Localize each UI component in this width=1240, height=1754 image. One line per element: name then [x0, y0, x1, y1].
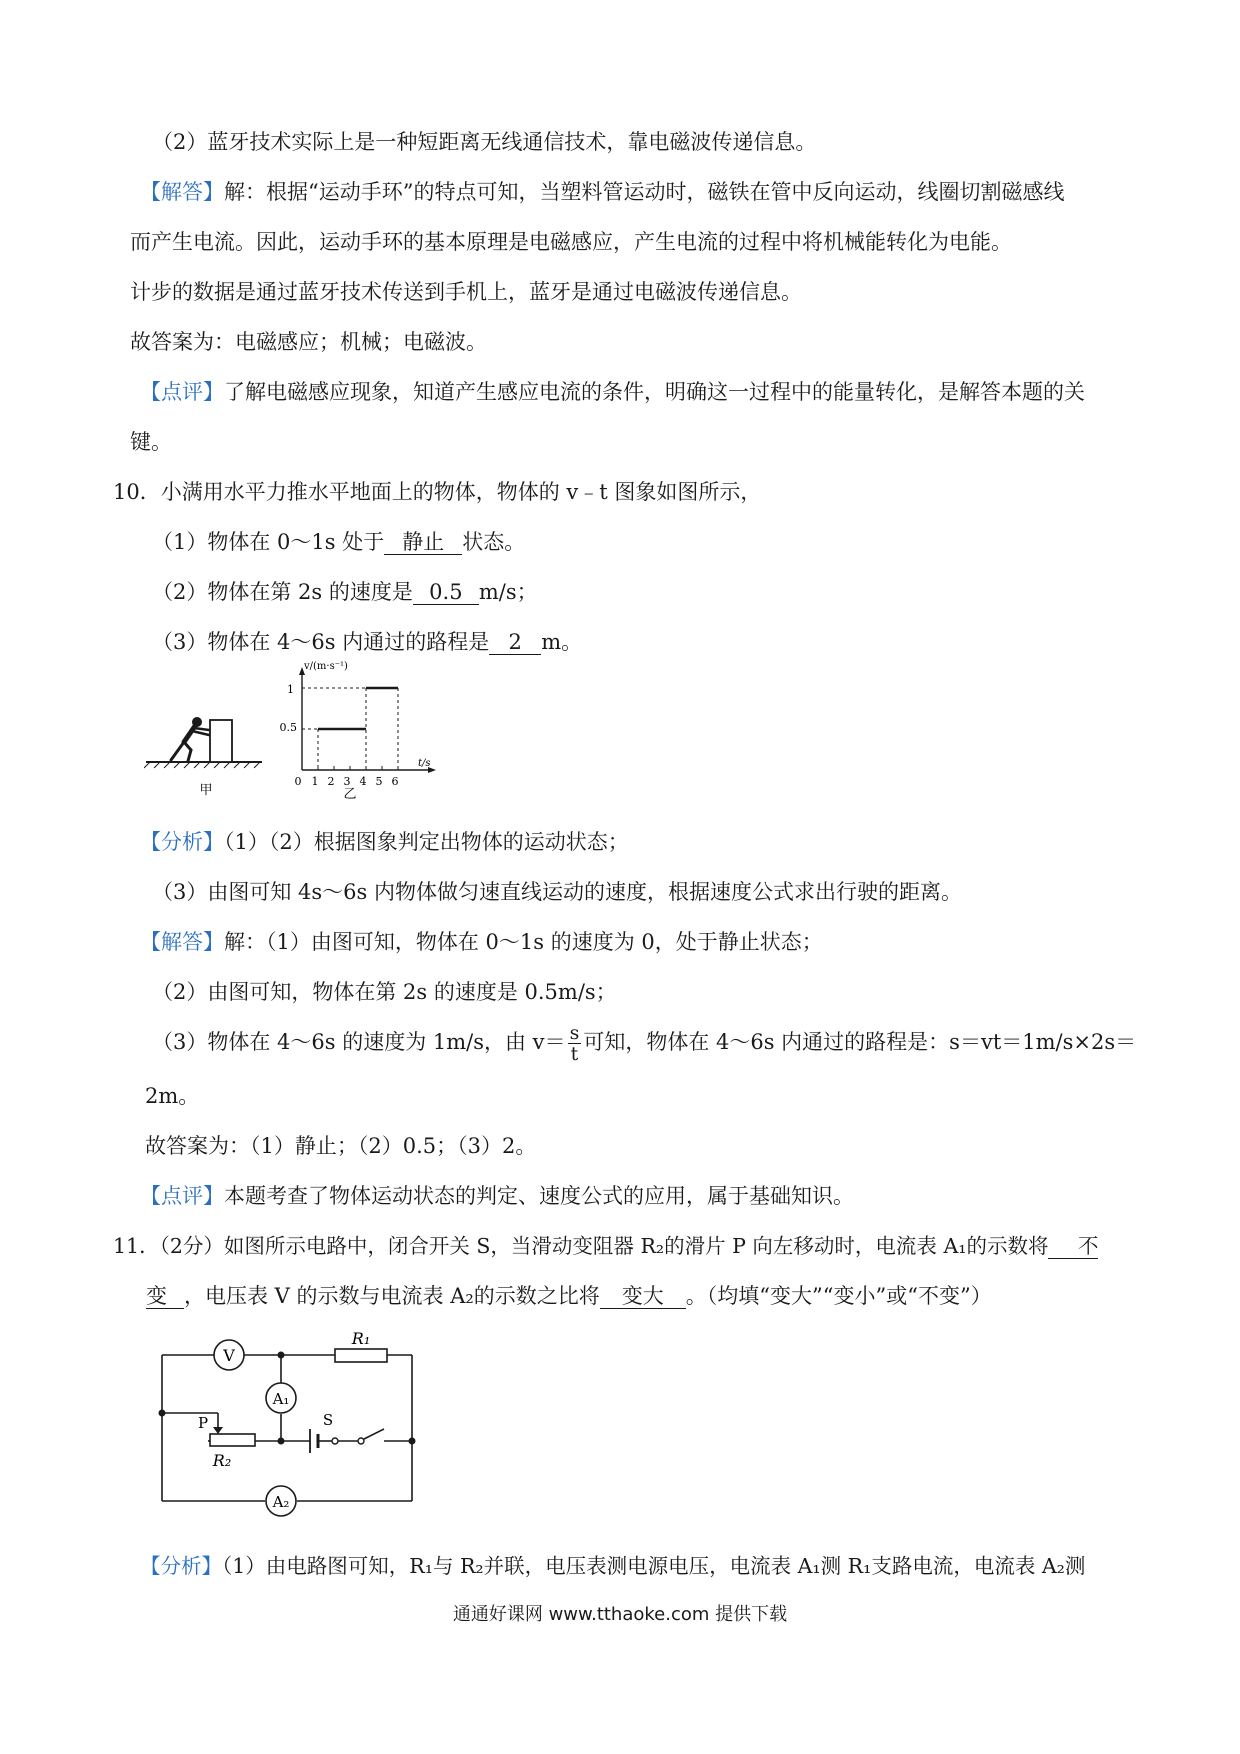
q11-stem-2-post: 。（均填“变大”“变小”或“不变”） [685, 1284, 992, 1308]
q9-dianping-line-1 [140, 378, 1085, 406]
q10-fenxi-line-2: （3）由图可知 4s～6s 内物体做匀速直线运动的速度，根据速度公式求出行驶的距离。 [152, 880, 962, 904]
fenxi-tag: 【分析】 [140, 1554, 222, 1578]
q10-dianping-text: 本题考查了物体运动状态的判定、速度公式的应用，属于基础知识。 [224, 1184, 854, 1208]
tick-x-2: 2 [327, 775, 335, 788]
q11-stem-line-1 [113, 1232, 1098, 1260]
dianping-tag: 【点评】 [140, 380, 224, 404]
q9-dianping-text-1: 了解电磁感应现象，知道产生感应电流的条件，明确这一过程中的能量转化，是解答本题的关 [224, 380, 1085, 404]
q9-dianping-line-2: 键。 [130, 430, 172, 454]
q10-figure-yi-vt-graph [270, 660, 440, 800]
q10-jieda-line-2: （2）由图可知，物体在第 2s 的速度是 0.5m/s； [152, 980, 617, 1004]
r1-label: R₁ [351, 1329, 371, 1348]
q10-sub-3-post: m。 [541, 630, 583, 654]
q10-sub-1-pre: （1）物体在 0～1s 处于 [152, 530, 385, 554]
q10-sub-2 [152, 578, 538, 606]
tick-x-6: 6 [391, 775, 399, 788]
tick-x-4: 4 [359, 775, 367, 788]
q11-fenxi-line-1 [140, 1552, 1085, 1580]
tick-x-1: 1 [311, 775, 319, 788]
q10-fenxi-text-1: （1）（2）根据图象判定出物体的运动状态； [224, 830, 629, 854]
q11-stem-2-mid: ，电压表 V 的示数与电流表 A₂的示数之比将 [184, 1284, 600, 1308]
resistor-r1 [335, 1349, 387, 1362]
fig-yi-label: 乙 [343, 787, 357, 800]
q10-jieda-line-1 [140, 928, 823, 956]
q9-jieda-line-1 [140, 178, 1064, 206]
q10-figure-jia [144, 700, 274, 800]
q10-blank-2: 0.5 [413, 580, 479, 605]
fenxi-tag: 【分析】 [140, 830, 224, 854]
voltmeter-label: V [223, 1346, 235, 1365]
q10-sub-3 [152, 628, 582, 656]
q11-stem-1-pre: 11．（2分）如图所示电路中，闭合开关 S，当滑动变阻器 R₂的滑片 P 向左移动时，电流表 A₁的示数将 [113, 1234, 1049, 1258]
q9-jieda-text-1: 解：根据“运动手环”的特点可知，当塑料管运动时，磁铁在管中反向运动，线圈切割磁感线 [224, 180, 1065, 204]
battery-icon [310, 1429, 318, 1453]
graph-xlabel: t/s [418, 758, 431, 769]
q10-jieda-line-4: 2m。 [145, 1084, 200, 1108]
tick-y-05: 0.5 [279, 721, 297, 734]
jieda-tag: 【解答】 [140, 930, 224, 954]
q11-blank-2: 变大 [600, 1284, 686, 1309]
q10-sub-2-post: m/s； [478, 580, 538, 604]
q11-stem-line-2 [146, 1282, 992, 1310]
rheostat-r2 [210, 1434, 255, 1446]
dianping-tag: 【点评】 [140, 1184, 224, 1208]
q9-answer: 故答案为：电磁感应；机械；电磁波。 [130, 330, 487, 354]
q10-jieda-text-1: 解：（1）由图可知，物体在 0～1s 的速度为 0，处于静止状态； [224, 930, 823, 954]
q10-stem: 10．小满用水平力推水平地面上的物体，物体的 v﹣t 图象如图所示， [113, 480, 762, 504]
slider-p-label: P [197, 1414, 209, 1432]
q11-blank-1b: 变 [146, 1284, 184, 1309]
q9-jieda-line-3: 计步的数据是通过蓝牙技术传送到手机上，蓝牙是通过电磁波传递信息。 [130, 280, 802, 304]
q10-sub-1 [152, 528, 525, 556]
page-footer: 通通好课网 www.tthaoke.com 提供下载 [452, 1604, 788, 1625]
fraction-denominator: t [570, 1043, 579, 1065]
jieda-tag: 【解答】 [140, 180, 224, 204]
person-pushing-icon [171, 718, 209, 762]
ammeter-a1-label: A₁ [272, 1390, 290, 1408]
q10-jieda-3-post: 可知，物体在 4～6s 内通过的路程是：s＝vt＝1m/s×2s＝ [583, 1030, 1137, 1054]
q10-sub-3-pre: （3）物体在 4～6s 内通过的路程是 [152, 630, 490, 654]
q10-sub-2-pre: （2）物体在第 2s 的速度是 [152, 580, 413, 604]
tick-y-1: 1 [287, 683, 294, 696]
q11-circuit-diagram [150, 1325, 440, 1525]
q10-jieda-line-3 [152, 1020, 1136, 1064]
q10-blank-3: 2 [489, 630, 541, 655]
q10-sub-1-post: 状态。 [462, 530, 526, 554]
switch-icon [358, 1438, 364, 1444]
graph-ylabel: v/(m·s⁻¹) [304, 661, 348, 672]
q10-blank-1: 静止 [384, 530, 462, 555]
fig-jia-label: 甲 [199, 783, 213, 798]
tick-x-3: 3 [343, 775, 351, 788]
slider-arrow-icon [213, 1427, 223, 1434]
q10-jieda-3-pre: （3）物体在 4～6s 的速度为 1m/s，由 v＝ [152, 1030, 566, 1054]
tick-x-5: 5 [375, 775, 383, 788]
q10-answer: 故答案为：（1）静止；（2）0.5；（3）2。 [145, 1134, 537, 1158]
fraction-numerator: s [569, 1022, 580, 1044]
q9-line-2: （2）蓝牙技术实际上是一种短距离无线通信技术，靠电磁波传递信息。 [152, 130, 817, 154]
q10-dianping-line [140, 1182, 854, 1210]
fraction-s-over-t [568, 1023, 582, 1064]
switch-s-label: S [322, 1411, 334, 1429]
tick-x-0: 0 [294, 775, 302, 788]
ammeter-a2-label: A₂ [272, 1493, 290, 1511]
q11-fenxi-text-1: （1）由电路图可知，R₁与 R₂并联，电压表测电源电压，电流表 A₁测 R₁支路电流，电流表 A₂测 [222, 1554, 1086, 1578]
q9-jieda-line-2: 而产生电流。因此，运动手环的基本原理是电磁感应，产生电流的过程中将机械能转化为电能。 [130, 230, 1012, 254]
q10-fenxi-line-1 [140, 828, 629, 856]
r2-label: R₂ [212, 1451, 232, 1470]
q11-blank-1a: 不 [1048, 1234, 1098, 1259]
